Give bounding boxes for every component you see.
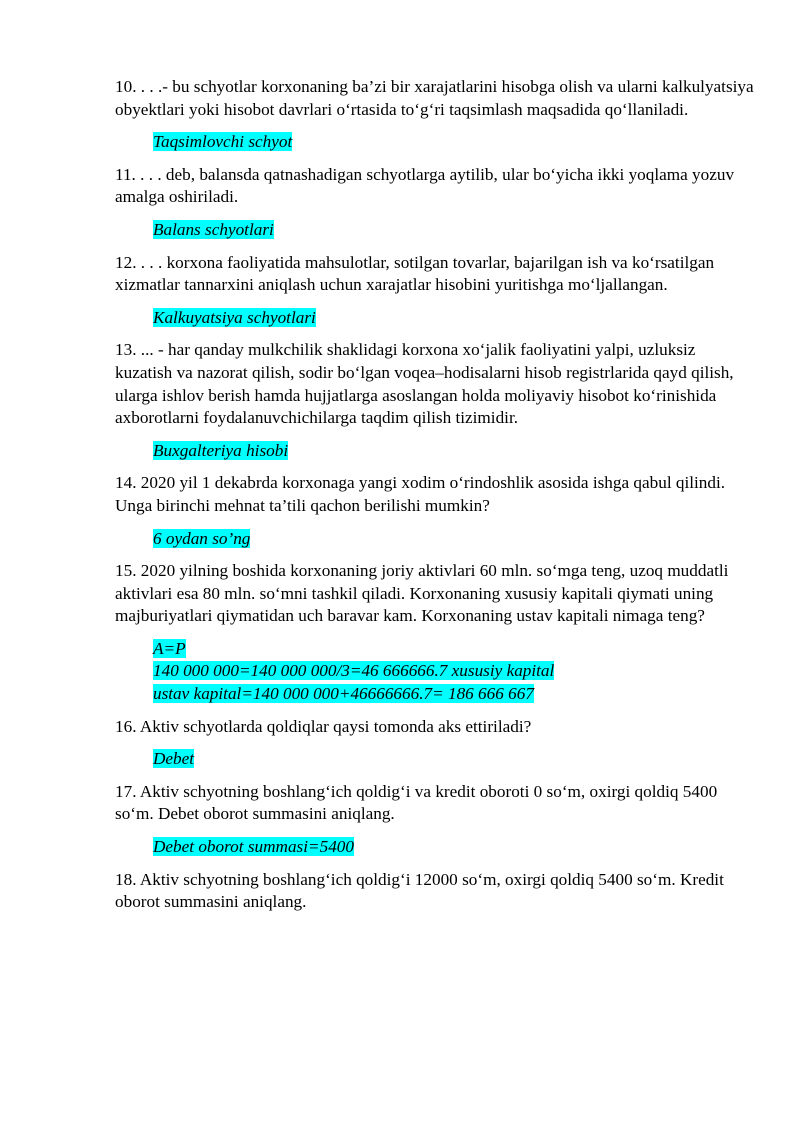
question-16: 16. Aktiv schyotlarda qoldiqlar qaysi tomonda aks ettiriladi? — [115, 716, 532, 736]
question-10: 10. . . .- bu schyotlar korxonaning ba’zi bir xarajatlarini hisobga olish va ularni kalkulyatsiya obyektlari yoki hisobot davrlari o‘rtasida to‘g‘ri taqsimlash maqsadida qo‘llaniladi. — [115, 77, 754, 119]
answer-12 — [153, 307, 755, 330]
answer-15-line-2 — [153, 660, 755, 683]
answer-15-line-3-text: ustav kapital=140 000 000+46666666.7= 186 666 667 — [153, 684, 534, 704]
answer-13-highlight: Buxgalteriya hisobi — [153, 440, 289, 460]
answer-15-line-2-text: 140 000 000=140 000 000/3=46 666666.7 xususiy kapital — [153, 661, 555, 681]
answer-15-line-1 — [153, 638, 755, 661]
question-17: 17. Aktiv schyotning boshlang‘ich qoldig‘i va kredit oboroti 0 so‘m, oxirgi qoldiq 5400 so‘m. Debet oborot summasini aniqlang. — [115, 781, 718, 824]
answer-17-highlight: Debet oborot summasi=5400 — [153, 837, 354, 857]
question-13: 13. ... - har qanday mulkchilik shaklidagi korxona xo‘jalik faoliyatini yalpi, uzluksiz kuzatish va nazorat qilish, sodir bo‘lgan voqea–hodisalarni hisob registrlarida qayd qilish, ularga ishlov berish hamda hujjatlarga asoslangan holda moliyaviy hisobot ko‘rinishida axborotlarni foydalanuvchichilarga taqdim qilish tizimidir. — [115, 340, 734, 428]
answer-15-line-1-text: A=P — [153, 638, 186, 658]
answer-15-line-3 — [153, 683, 755, 706]
answer-14 — [153, 528, 755, 551]
question-14: 14. 2020 yil 1 dekabrda korxonaga yangi xodim o‘rindoshlik asosida ishga qabul qilindi. Unga birinchi mehnat ta’tili qachon berilishi mumkin? — [115, 473, 726, 515]
answer-16-highlight: Debet — [153, 749, 195, 769]
answer-16 — [153, 748, 755, 771]
answer-11-highlight: Balans schyotlari — [153, 219, 274, 239]
question-15: 15. 2020 yilning boshida korxonaning joriy aktivlari 60 mln. so‘mga teng, uzoq muddatli aktivlari esa 80 mln. so‘mni tashkil qiladi. Korxonaning xususiy kapitali qiymati uning majburiyatlari qiymatidan uch baravar kam. Korxonaning ustav kapitali nimaga teng? — [115, 561, 729, 626]
document-page — [115, 76, 755, 924]
answer-10-highlight: Taqsimlovchi schyot — [153, 132, 293, 152]
question-12: 12. . . . korxona faoliyatida mahsulotlar, sotilgan tovarlar, bajarilgan ish va ko‘rsatilgan xizmatlar tannarxini aniqlash uchun xarajatlar hisobini yuritishga mo‘ljallangan. — [115, 252, 715, 295]
answer-15 — [153, 638, 755, 706]
answer-12-highlight: Kalkuyatsiya schyotlari — [153, 307, 316, 327]
answer-14-highlight: 6 oydan so’ng — [153, 528, 251, 548]
answer-11 — [153, 219, 755, 242]
answer-13 — [153, 440, 755, 463]
answer-17 — [153, 836, 755, 859]
question-11: 11. . . . deb, balansda qatnashadigan schyotlarga aytilib, ular bo‘yicha ikki yoqlama yozuv amalga oshiriladi. — [115, 164, 735, 207]
answer-10 — [153, 131, 755, 154]
question-18: 18. Aktiv schyotning boshlang‘ich qoldig‘i 12000 so‘m, oxirgi qoldiq 5400 so‘m. Kredit oborot summasini aniqlang. — [115, 869, 724, 912]
